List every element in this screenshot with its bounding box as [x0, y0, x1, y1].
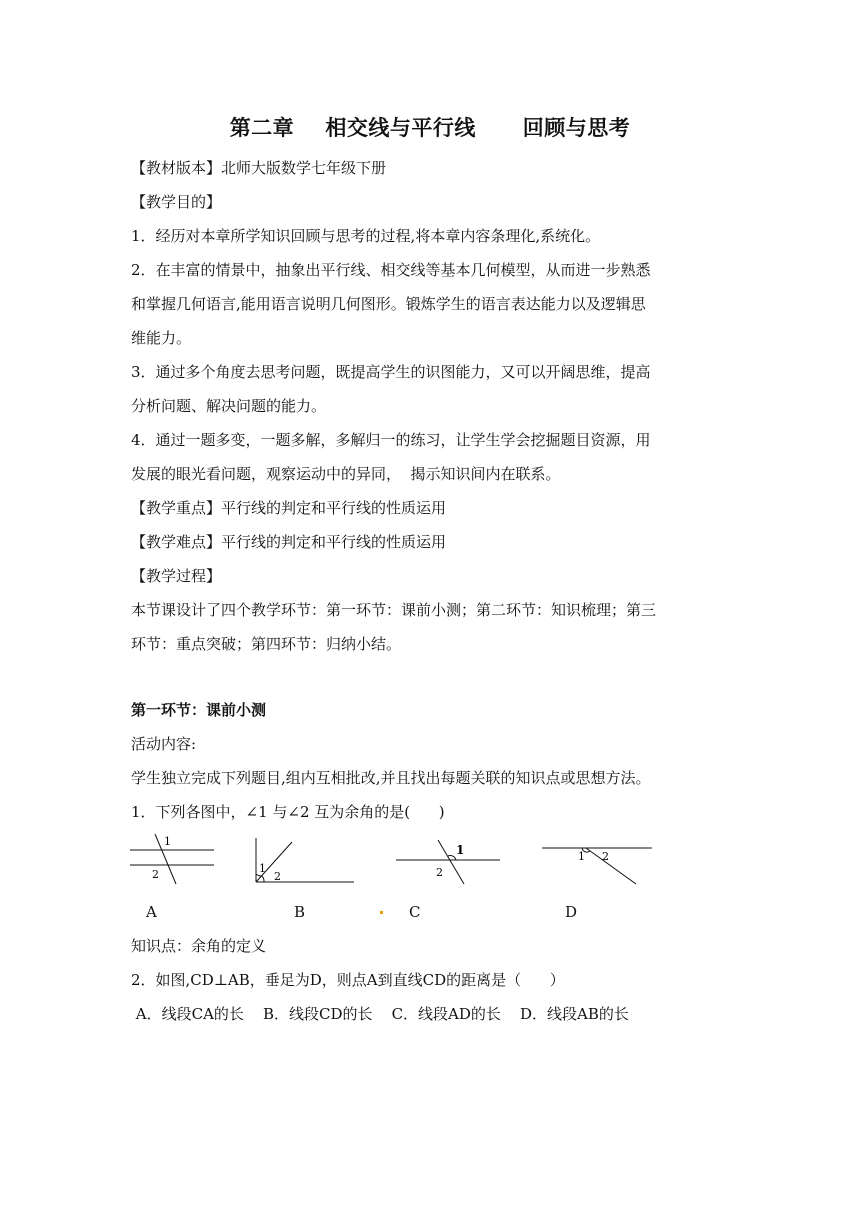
text-line: 本节课设计了四个教学环节：第一环节：课前小测；第二环节：知识梳理；第三 [131, 601, 657, 619]
text-line: 【教学重点】平行线的判定和平行线的性质运用 [131, 499, 447, 517]
question-2-options: A．线段CA的长 B．线段CD的长 C．线段AD的长 D．线段AB的长 [131, 1005, 629, 1023]
section-heading: 第一环节：课前小测 [131, 701, 267, 719]
figure-c [392, 836, 502, 888]
page-title: 第二章 相交线与平行线 回顾与思考 [229, 116, 631, 140]
text-line: 分析问题、解决问题的能力。 [131, 397, 327, 415]
angle-1-label: 1 [164, 835, 171, 848]
figure-b-label: B [294, 903, 306, 921]
angle-1-label: 1 [259, 862, 266, 875]
activity-description: 学生独立完成下列题目,组内互相批改,并且找出每题关联的知识点或思想方法。 [131, 769, 651, 787]
angle-1-label: 1 [578, 850, 585, 863]
text-line: 和掌握几何语言,能用语言说明几何图形。锻炼学生的语言表达能力以及逻辑思 [131, 295, 646, 313]
figure-a [128, 832, 218, 888]
text-line: 2．在丰富的情景中，抽象出平行线、相交线等基本几何模型，从而进一步熟悉 [131, 261, 651, 279]
angle-1-label: 1 [456, 843, 465, 857]
text-line: 4．通过一题多变，一题多解，多解归一的练习，让学生学会挖掘题目资源，用 [131, 431, 651, 449]
text-line: 【教学目的】 [131, 193, 222, 211]
text-line: 环节：重点突破；第四环节：归纳小结。 [131, 635, 402, 653]
angle-2-label: 2 [436, 866, 443, 879]
figure-a-label: A [146, 903, 157, 921]
figure-d-label: D [565, 903, 578, 921]
angle-2-label: 2 [274, 870, 281, 883]
activity-label: 活动内容: [131, 735, 197, 753]
text-line: 【教学难点】平行线的判定和平行线的性质运用 [131, 533, 447, 551]
question-2: 2．如图,CD⊥AB，垂足为D，则点A到直线CD的距离是（ ） [131, 971, 565, 989]
question-1: 1．下列各图中，∠1 与∠2 互为余角的是( ) [131, 803, 445, 821]
text-line: 1．经历对本章所学知识回顾与思考的过程,将本章内容条理化,系统化。 [131, 227, 601, 245]
figure-d [540, 836, 656, 888]
question-1-knowledge: 知识点：余角的定义 [131, 937, 267, 955]
text-line: 【教材版本】北师大版数学七年级下册 [131, 159, 387, 177]
text-line: 维能力。 [131, 329, 192, 347]
angle-2-label: 2 [152, 868, 159, 881]
text-line: 【教学过程】 [131, 567, 222, 585]
figure-c-label: C [409, 903, 421, 921]
stray-dot [380, 911, 383, 914]
text-line: 发展的眼光看问题，观察运动中的异同， 揭示知识间内在联系。 [131, 465, 561, 483]
figure-b [250, 832, 358, 888]
text-line: 3．通过多个角度去思考问题，既提高学生的识图能力，又可以开阔思维，提高 [131, 363, 651, 381]
angle-2-label: 2 [602, 850, 609, 863]
